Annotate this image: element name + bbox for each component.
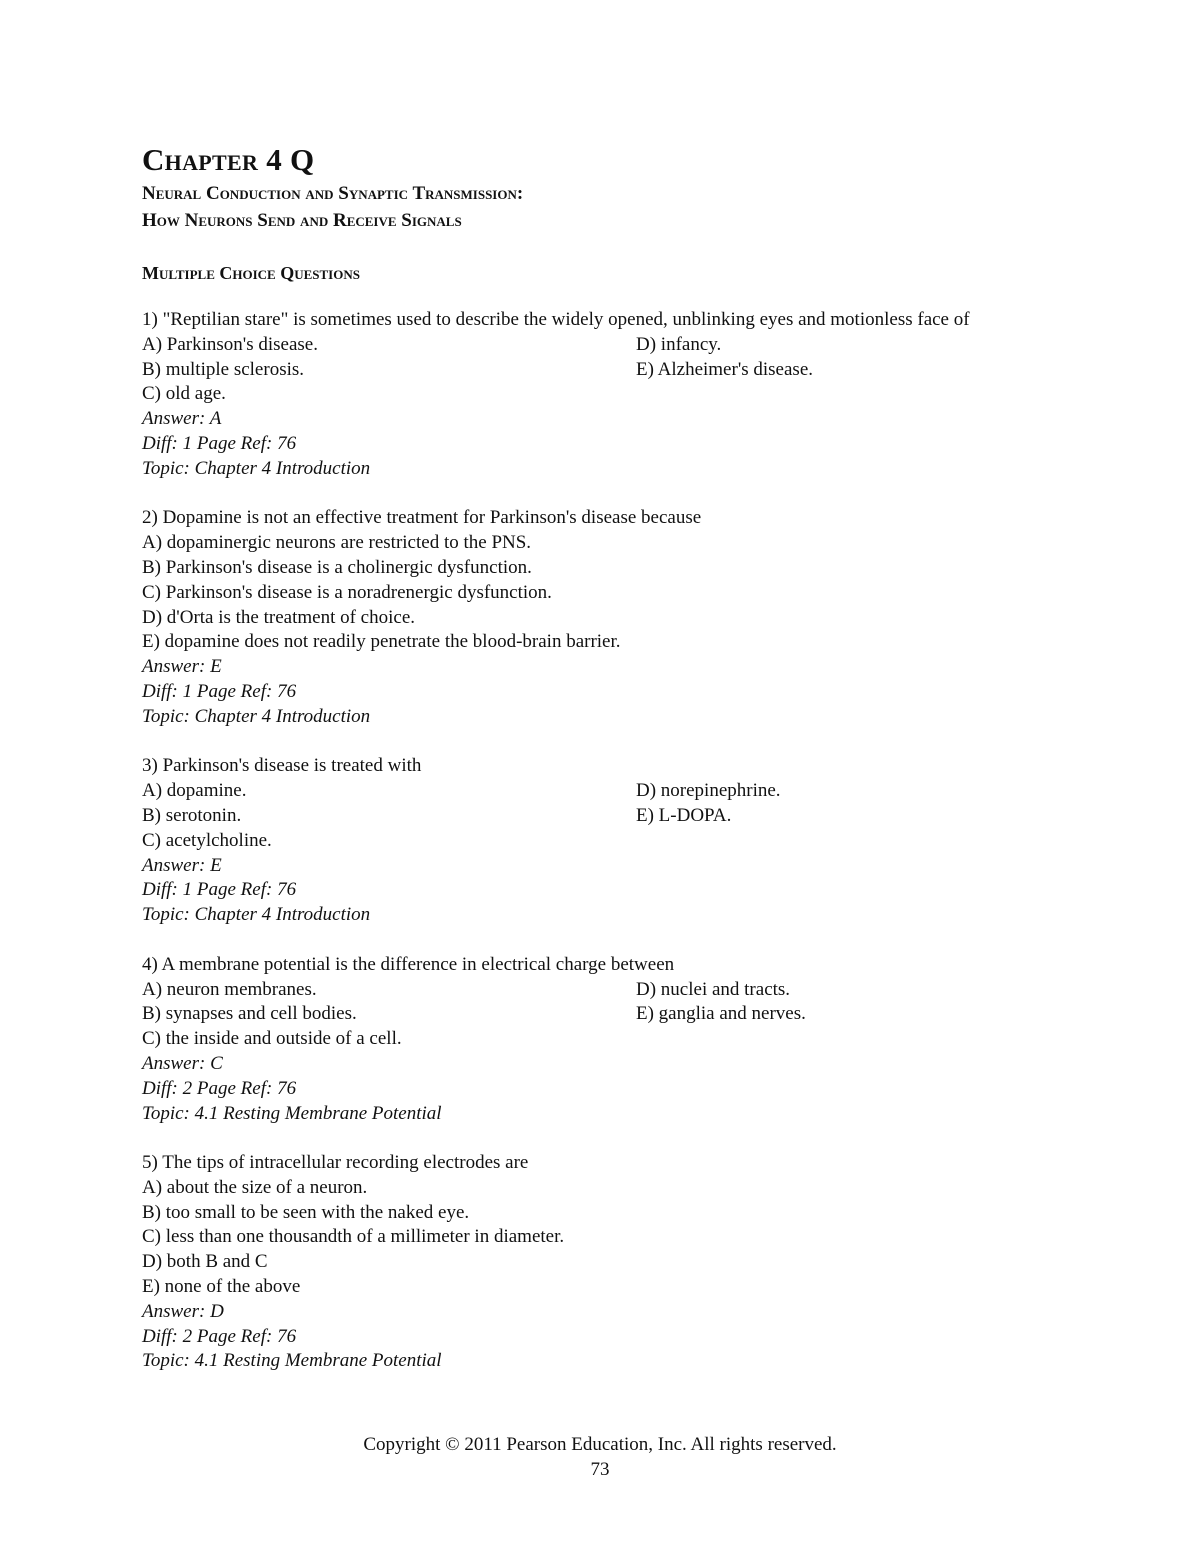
chapter-subtitle-line-1: Neural Conduction and Synaptic Transmission: [142, 183, 524, 204]
option-e: E) L-DOPA. [636, 804, 732, 826]
option-b: B) Parkinson's disease is a cholinergic dysfunction. [142, 556, 532, 578]
difficulty-page-ref: Diff: 1 Page Ref: 76 [142, 432, 297, 454]
answer-options [142, 333, 1042, 407]
page-content [142, 140, 1042, 1399]
option-b: B) synapses and cell bodies. [142, 1003, 357, 1025]
option-b: B) too small to be seen with the naked eye. [142, 1201, 470, 1223]
option-a: A) dopamine. [142, 780, 247, 802]
option-e: E) Alzheimer's disease. [636, 358, 814, 380]
option-d: D) d'Orta is the treatment of choice. [142, 606, 416, 628]
topic-label: Topic: 4.1 Resting Membrane Potential [142, 1350, 442, 1372]
answer-key: Answer: A [142, 408, 222, 430]
chapter-title: Chapter 4 Q [142, 142, 315, 177]
question-stem: 3) Parkinson's disease is treated with [142, 755, 422, 777]
answer-options [142, 779, 1042, 853]
question-1 [142, 308, 1042, 482]
option-d: D) nuclei and tracts. [636, 978, 791, 1000]
option-a: A) dopaminergic neurons are restricted to the PNS. [142, 532, 532, 554]
answer-options [142, 978, 1042, 1052]
option-c: C) old age. [142, 383, 226, 405]
option-d: D) infancy. [636, 333, 722, 355]
option-a: A) neuron membranes. [142, 978, 317, 1000]
page-number: 73 [590, 1459, 610, 1480]
option-b: B) serotonin. [142, 804, 242, 826]
question-stem: 5) The tips of intracellular recording electrodes are [142, 1152, 529, 1174]
question-stem: 1) "Reptilian stare" is sometimes used to describe the widely opened, unblinking eyes and motionless face of [142, 309, 970, 330]
option-c: C) acetylcholine. [142, 829, 272, 851]
option-b: B) multiple sclerosis. [142, 358, 305, 380]
option-c: C) less than one thousandth of a millimeter in diameter. [142, 1226, 565, 1248]
option-e: E) ganglia and nerves. [636, 1003, 806, 1025]
question-list [142, 308, 1042, 1374]
difficulty-page-ref: Diff: 1 Page Ref: 76 [142, 879, 297, 901]
option-a: A) about the size of a neuron. [142, 1176, 368, 1198]
question-3 [142, 754, 1042, 928]
topic-label: Topic: 4.1 Resting Membrane Potential [142, 1102, 442, 1124]
difficulty-page-ref: Diff: 2 Page Ref: 76 [142, 1077, 297, 1099]
question-2 [142, 506, 1042, 729]
topic-label: Topic: Chapter 4 Introduction [142, 457, 371, 479]
option-e: E) dopamine does not readily penetrate the blood-brain barrier. [142, 631, 621, 653]
topic-label: Topic: Chapter 4 Introduction [142, 904, 371, 926]
question-stem: 4) A membrane potential is the difference in electrical charge between [142, 953, 675, 975]
question-stem: 2) Dopamine is not an effective treatment for Parkinson's disease because [142, 507, 702, 529]
section-heading: Multiple Choice Questions [142, 263, 360, 283]
option-e: E) none of the above [142, 1276, 301, 1298]
answer-options [142, 1176, 1042, 1300]
chapter-subtitle-line-2: How Neurons Send and Receive Signals [142, 210, 462, 231]
option-c: C) the inside and outside of a cell. [142, 1028, 402, 1050]
topic-label: Topic: Chapter 4 Introduction [142, 705, 371, 727]
copyright-notice: Copyright © 2011 Pearson Education, Inc. All rights reserved. [363, 1434, 837, 1455]
answer-key: Answer: D [142, 1300, 224, 1322]
answer-options [142, 531, 1042, 655]
option-d: D) both B and C [142, 1251, 268, 1273]
answer-key: Answer: C [142, 1052, 223, 1074]
option-d: D) norepinephrine. [636, 780, 781, 802]
difficulty-page-ref: Diff: 2 Page Ref: 76 [142, 1325, 297, 1347]
answer-key: Answer: E [142, 854, 222, 876]
question-4 [142, 953, 1042, 1127]
page-footer [0, 1432, 1200, 1482]
option-c: C) Parkinson's disease is a noradrenergic dysfunction. [142, 581, 552, 603]
question-5 [142, 1151, 1042, 1374]
difficulty-page-ref: Diff: 1 Page Ref: 76 [142, 680, 297, 702]
option-a: A) Parkinson's disease. [142, 333, 318, 355]
answer-key: Answer: E [142, 656, 222, 678]
